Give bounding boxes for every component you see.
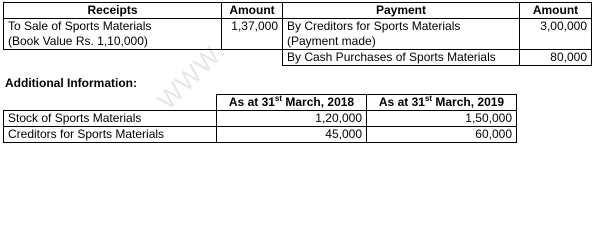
payment-amount-cell: 3,00,000 <box>520 19 592 35</box>
additional-information-title: Additional Information: <box>5 76 137 90</box>
value-2019: 60,000 <box>367 127 517 143</box>
empty-header <box>4 95 217 111</box>
table-row <box>4 127 517 143</box>
receipt-amount-cell: 1,37,000 <box>222 19 283 35</box>
empty-cell <box>4 50 222 66</box>
year-2018-header: As at 31st March, 2018 <box>217 95 367 111</box>
additional-information-table <box>3 94 517 143</box>
table-row <box>4 50 592 66</box>
watermark: WWW. <box>151 35 232 116</box>
receipt-cell: To Sale of Sports Materials <box>4 19 222 35</box>
empty-cell <box>222 34 283 50</box>
table-row <box>4 19 592 35</box>
payment-amount-header: Amount <box>520 3 592 19</box>
receipts-payments-table <box>3 2 592 66</box>
table-header-row <box>4 95 517 111</box>
year-2019-header: As at 31st March, 2019 <box>367 95 517 111</box>
payment-cell: By Creditors for Sports Materials <box>283 19 520 35</box>
table-row <box>4 34 592 50</box>
receipts-header: Receipts <box>4 3 222 19</box>
row-label: Stock of Sports Materials <box>4 111 217 127</box>
table-header-row <box>4 3 592 19</box>
payment-cell: (Payment made) <box>283 34 520 50</box>
receipt-cell: (Book Value Rs. 1,10,000) <box>4 34 222 50</box>
empty-cell <box>222 50 283 66</box>
receipt-amount-header: Amount <box>222 3 283 19</box>
payment-amount-cell: 80,000 <box>520 50 592 66</box>
row-label: Creditors for Sports Materials <box>4 127 217 143</box>
table-row <box>4 111 517 127</box>
value-2018: 45,000 <box>217 127 367 143</box>
payment-cell: By Cash Purchases of Sports Materials <box>283 50 520 66</box>
value-2019: 1,50,000 <box>367 111 517 127</box>
value-2018: 1,20,000 <box>217 111 367 127</box>
empty-cell <box>520 34 592 50</box>
payment-header: Payment <box>283 3 520 19</box>
